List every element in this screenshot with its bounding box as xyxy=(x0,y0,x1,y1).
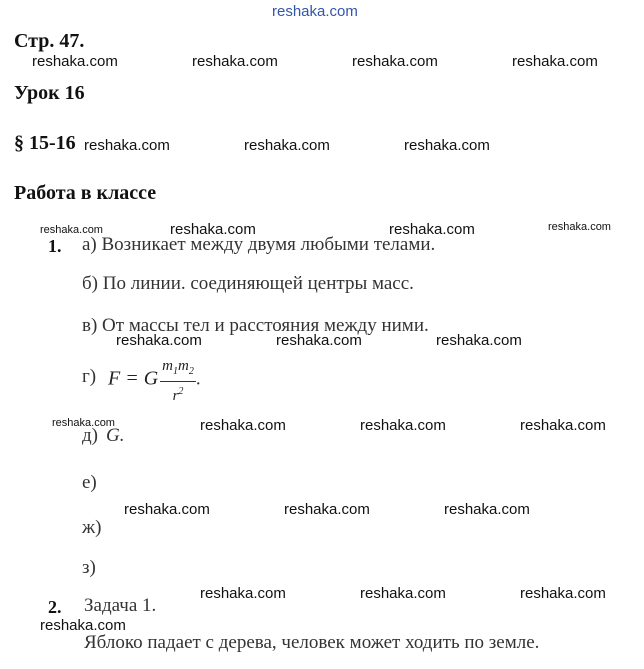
watermark: reshaka.com xyxy=(84,137,170,154)
watermark: reshaka.com xyxy=(404,137,490,154)
answer-f-label: е) xyxy=(82,472,97,493)
answer-h-label: з) xyxy=(82,557,96,578)
watermark: reshaka.com xyxy=(116,332,202,349)
answer-a: а) Возникает между двумя любыми телами. xyxy=(82,234,436,255)
answer-b: б) По линии. соединяющей центры масс. xyxy=(82,273,414,294)
watermark-top: reshaka.com xyxy=(272,3,358,20)
watermark: reshaka.com xyxy=(389,221,475,238)
task-2-title: Задача 1. xyxy=(84,595,157,616)
watermark: reshaka.com xyxy=(124,501,210,518)
gravity-formula xyxy=(108,358,201,404)
watermark: reshaka.com xyxy=(200,417,286,434)
watermark: reshaka.com xyxy=(360,585,446,602)
task-1-number: 1. xyxy=(48,236,62,256)
watermark: reshaka.com xyxy=(548,221,611,233)
watermark: reshaka.com xyxy=(52,417,115,429)
formula-denominator: $r^2$ xyxy=(172,386,184,404)
formula-lhs: F = G xyxy=(108,367,159,390)
watermark: reshaka.com xyxy=(200,585,286,602)
answer-d-label: г) xyxy=(82,366,97,387)
answer-e-value: G. xyxy=(106,425,125,446)
watermark: reshaka.com xyxy=(520,585,606,602)
page-number: Стр. 47. xyxy=(14,30,85,52)
lesson-title: Урок 16 xyxy=(14,82,85,104)
watermark: reshaka.com xyxy=(192,53,278,70)
watermark: reshaka.com xyxy=(520,417,606,434)
watermark: reshaka.com xyxy=(244,137,330,154)
answer-c: в) От массы тел и расстояния между ними. xyxy=(82,315,429,336)
task-2-number: 2. xyxy=(48,597,62,617)
watermark: reshaka.com xyxy=(276,332,362,349)
formula-numerator: $m_1m_2$ xyxy=(160,358,196,382)
task-2-text: Яблоко падает с дерева, человек может ходить по земле. xyxy=(84,632,540,653)
watermark: reshaka.com xyxy=(40,617,126,634)
watermark: reshaka.com xyxy=(32,53,118,70)
watermark: reshaka.com xyxy=(40,224,103,236)
answer-g-label: ж) xyxy=(82,517,102,538)
watermark: reshaka.com xyxy=(170,221,256,238)
watermark: reshaka.com xyxy=(444,501,530,518)
watermark: reshaka.com xyxy=(284,501,370,518)
answer-e-label: д) xyxy=(82,425,98,446)
watermark: reshaka.com xyxy=(512,53,598,70)
watermark: reshaka.com xyxy=(352,53,438,70)
section-title: § 15-16 xyxy=(14,132,76,154)
formula-fraction xyxy=(160,358,196,404)
class-work-title: Работа в классе xyxy=(14,182,157,204)
watermark: reshaka.com xyxy=(360,417,446,434)
formula-end: . xyxy=(195,368,201,390)
watermark: reshaka.com xyxy=(436,332,522,349)
